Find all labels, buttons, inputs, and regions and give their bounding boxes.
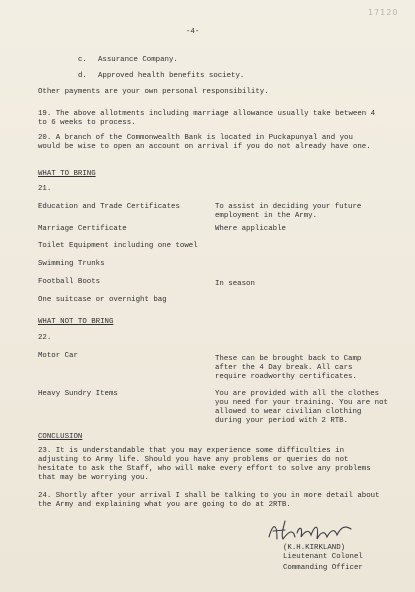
bring-item: Football Boots xyxy=(38,278,101,286)
list-item-d: Approved health benefits society. xyxy=(98,72,245,80)
signature-image xyxy=(265,517,360,545)
bring-note: To assist in deciding your future employment in the Army. xyxy=(215,203,362,220)
bring-note: Where applicable xyxy=(215,225,286,233)
bring-item: Toilet Equipment including one towel xyxy=(38,242,198,250)
conclusion-heading: CONCLUSION xyxy=(38,433,83,441)
not-bring-note: You are provided with all the clothes you need for your training. You are not allowed to wear civilian clothing during your period with 2 RTB. xyxy=(215,390,388,425)
bring-item: One suitcase or overnight bag xyxy=(38,296,167,304)
signatory-name: (K.H.KIRKLAND) xyxy=(283,544,346,552)
section-number-22: 22. xyxy=(38,334,52,342)
paragraph-23: 23. It is understandable that you may experience some difficulties in adjusting to Army life. Should you have any problems or queries do not hesitate to ask the Staff, who will make every effort to solve any problems that may be worrying you. xyxy=(38,447,371,482)
what-to-bring-heading: WHAT TO BRING xyxy=(38,170,96,178)
page-number: -4- xyxy=(186,28,200,36)
not-bring-item: Motor Car xyxy=(38,352,78,360)
list-marker-d: d. xyxy=(78,72,87,80)
section-number-21: 21. xyxy=(38,185,52,193)
signatory-rank: Lieutenant Colonel xyxy=(283,553,363,561)
what-not-to-bring-heading: WHAT NOT TO BRING xyxy=(38,318,114,326)
pencil-mark: 17120 xyxy=(368,8,399,17)
bring-item: Marriage Certificate xyxy=(38,225,127,233)
bring-item: Education and Trade Certificates xyxy=(38,203,180,211)
list-item-c: Assurance Company. xyxy=(98,56,178,64)
other-payments-text: Other payments are your own personal responsibility. xyxy=(38,88,269,96)
not-bring-item: Heavy Sundry Items xyxy=(38,390,118,398)
paragraph-24: 24. Shortly after your arrival I shall be talking to you in more detail about the Army and explaining what you are going to do at 2RTB. xyxy=(38,492,380,509)
bring-note: In season xyxy=(215,280,255,288)
paragraph-20: 20. A branch of the Commonwealth Bank is located in Puckapunyal and you would be wise to open an account on arrival if you do not already have one. xyxy=(38,134,371,151)
signatory-title: Commanding Officer xyxy=(283,564,363,572)
paragraph-19: 19. The above allotments including marriage allowance usually take between 4 to 6 weeks to process. xyxy=(38,110,376,127)
not-bring-note: These can be brought back to Camp after the 4 Day break. All cars require roadworthy certificates. xyxy=(215,355,362,381)
bring-item: Swimming Trunks xyxy=(38,260,105,268)
list-marker-c: c. xyxy=(78,56,87,64)
